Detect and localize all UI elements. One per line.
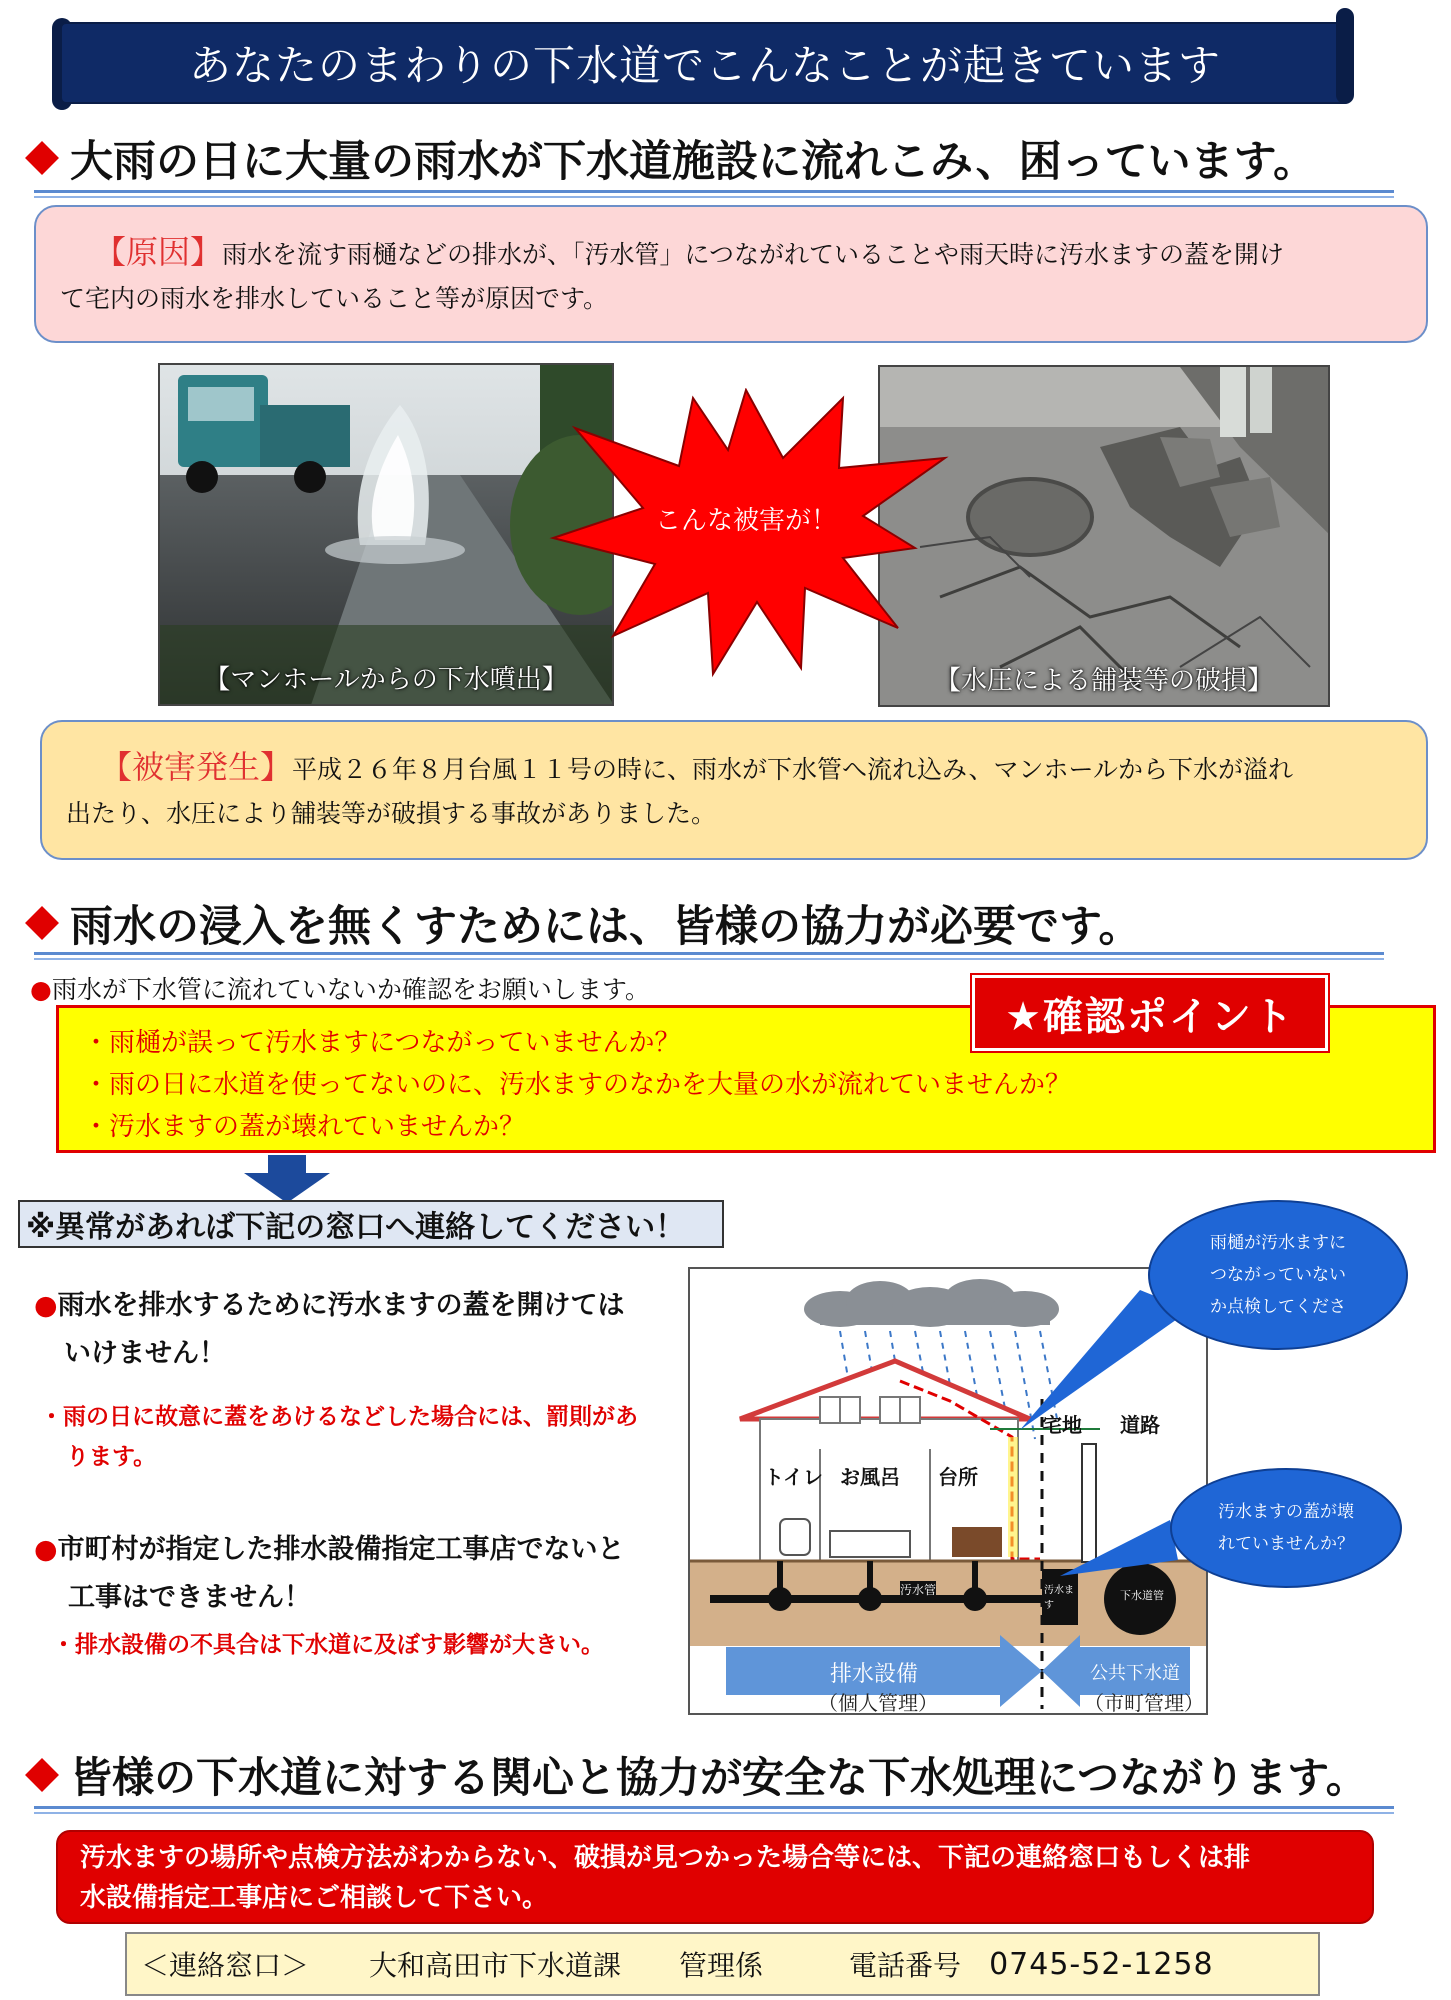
cause-tag: 【原因】 <box>94 233 223 271</box>
page-banner <box>60 22 1350 104</box>
down-arrow-icon <box>244 1155 330 1203</box>
diamond-bullet-icon <box>25 1758 59 1792</box>
penalty-note: ・雨の日に故意に蓋をあけるなどした場合には、罰則があ ります。 <box>40 1404 638 1470</box>
damage-tag: 【被害発生】 <box>100 748 293 786</box>
consultation-box: 汚水ますの場所や点検方法がわからない、破損が見つかった場合等には、下記の連絡窓口もしくは排 水設備指定工事店にご相談して下さい。 <box>56 1830 1374 1924</box>
section2-heading: 雨水の浸入を無くすためには、皆様の協力が必要です。 <box>22 893 1142 953</box>
label-kitchen: 台所 <box>938 1465 978 1489</box>
label-public: 公共下水道 <box>1090 1663 1180 1684</box>
label-masu: 汚水ます <box>1044 1585 1074 1611</box>
label-bath: お風呂 <box>840 1465 900 1489</box>
diamond-bullet-icon <box>25 141 59 175</box>
check-item: ・雨樋が誤って汚水ますにつながっていませんか？ <box>83 1028 681 1058</box>
red-dot-icon: ● <box>34 1290 58 1321</box>
bullet-designated-contractor: ●市町村が指定した排水設備指定工事店でないと 工事はできません！ <box>34 1534 625 1613</box>
request-line: ●雨水が下水管に流れていないか確認をお願いします。 <box>30 975 650 1004</box>
damage-box <box>40 720 1428 860</box>
banner-curl-right <box>1336 8 1354 104</box>
check-point-badge: ★確認ポイント <box>972 975 1328 1051</box>
speech-bubble-lid-check: 汚水ますの蓋が壊 れていませんか？ <box>1170 1468 1402 1588</box>
damage-line1: 平成２６年８月台風１１号の時に、雨水が下水管へ流れ込み、マンホールから下水が溢れ <box>292 755 1294 784</box>
contact-window <box>125 1932 1320 1996</box>
label-private: 排水設備 <box>830 1662 919 1687</box>
label-sewer: 下水道管 <box>1120 1589 1164 1602</box>
check-item: ・雨の日に水道を使ってないのに、汚水ますのなかを大量の水が流れていませんか？ <box>83 1070 1072 1100</box>
label-toilet: トイレ <box>764 1465 823 1489</box>
section3-rule <box>34 1806 1394 1814</box>
red-dot-icon: ● <box>30 975 52 1004</box>
cause-line2: て宅内の雨水を排水していること等が原因です。 <box>60 284 609 313</box>
label-private-sub: （個人管理） <box>818 1691 938 1715</box>
section1-rule <box>34 190 1394 198</box>
label-pipe: 汚水管 <box>900 1583 937 1597</box>
check-item: ・汚水ますの蓋が壊れていませんか？ <box>83 1112 526 1142</box>
speech-bubble-gutter-check: 雨樋が汚水ますに つながっていない か点検してくださ <box>1148 1200 1408 1350</box>
damage-line2: 出たり、水圧により舗装等が破損する事故がありました。 <box>66 799 717 828</box>
section1-heading: 大雨の日に大量の雨水が下水道施設に流れこみ、困っています。 <box>22 128 1316 188</box>
contact-notice: ※異常があれば下記の窓口へ連絡してください！ <box>18 1200 724 1248</box>
cause-line1: 雨水を流す雨樋などの排水が、「汚水管」につながれていることや雨天時に汚水ますの蓋を開け <box>222 240 1285 269</box>
section3-heading: 皆様の下水道に対する関心と協力が安全な下水処理につながります。 <box>22 1745 1368 1805</box>
contact-dept: 大和高田市下水道課 <box>369 1949 622 1982</box>
cause-box <box>34 205 1428 343</box>
section2-rule <box>34 952 1384 960</box>
photo-right-caption: 【水圧による舗装等の破損】 <box>934 666 1273 696</box>
starburst-label: こんな被害が！ <box>654 506 837 536</box>
label-doro: 道路 <box>1120 1413 1160 1437</box>
contact-section: 管理係 <box>679 1949 764 1982</box>
contact-label: ＜連絡窓口＞ <box>141 1949 310 1982</box>
banner-title: あなたのまわりの下水道でこんなことが起きています <box>188 41 1221 90</box>
red-dot-icon: ● <box>34 1534 58 1565</box>
diamond-bullet-icon <box>25 906 59 940</box>
contact-phone[interactable]: 0745-52-1258 <box>989 1946 1214 1982</box>
bullet-no-open-lid: ●雨水を排水するために汚水ますの蓋を開けては いけません！ <box>34 1290 625 1369</box>
photo-left-caption: 【マンホールからの下水噴出】 <box>204 665 568 695</box>
contact-phone-label: 電話番号 <box>849 1949 962 1982</box>
label-public-sub: （市町管理） <box>1084 1691 1204 1715</box>
defect-note: ・排水設備の不具合は下水道に及ぼす影響が大きい。 <box>52 1632 604 1658</box>
bubble2-tail <box>1060 1520 1180 1580</box>
label-takuchi: 宅地 <box>1042 1413 1082 1437</box>
